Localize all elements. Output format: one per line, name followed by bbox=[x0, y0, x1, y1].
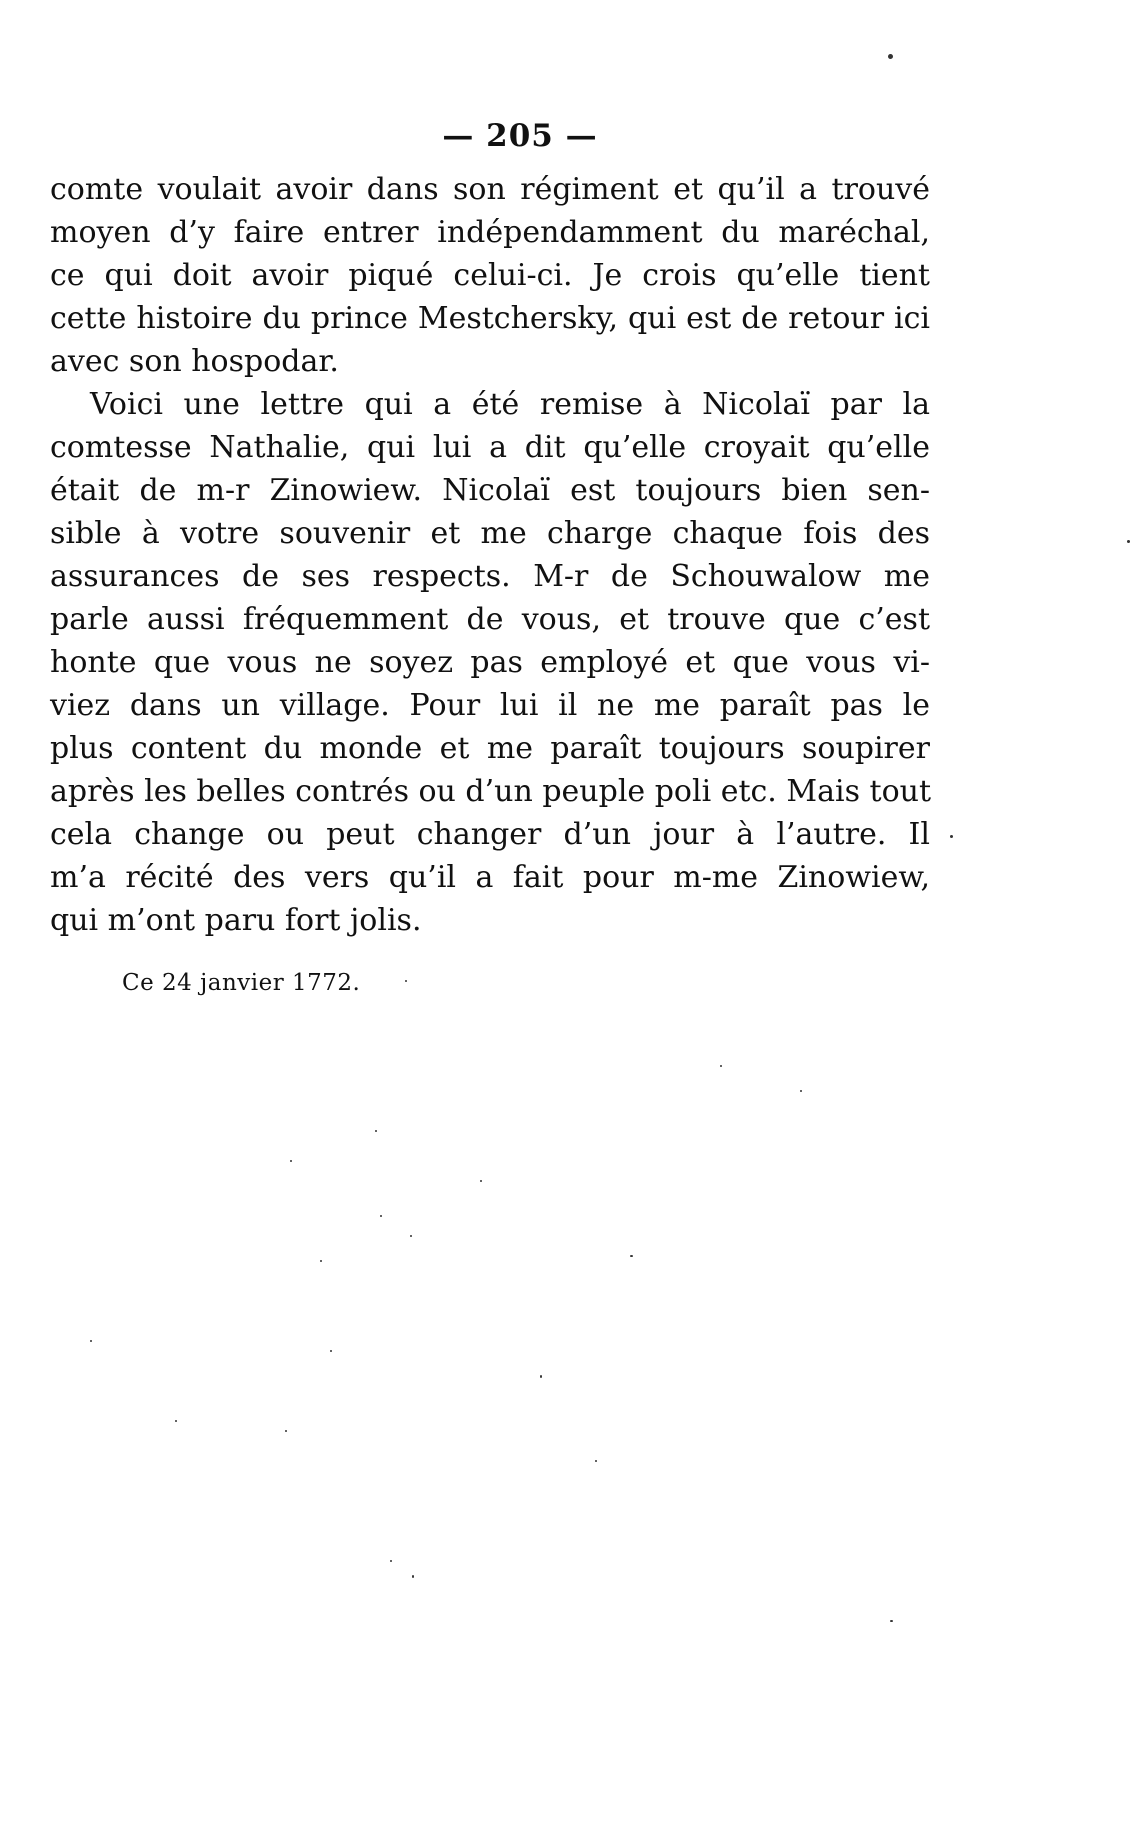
text-line: comte voulait avoir dans son régiment et qu’il a trouvé bbox=[50, 172, 930, 207]
text-line: m’a récité des vers qu’il a fait pour m-me Zinowiew, bbox=[50, 860, 930, 895]
text-line: cette histoire du prince Mestchersky, qui est de retour ici bbox=[50, 301, 930, 336]
text-line: avec son hospodar. bbox=[50, 344, 339, 379]
text-line: Voici une lettre qui a été remise à Nicolaï par la bbox=[90, 387, 930, 422]
text-line: honte que vous ne soyez pas employé et que vous vi- bbox=[50, 645, 930, 680]
text-line: était de m-r Zinowiew. Nicolaï est toujours bien sen- bbox=[50, 473, 930, 508]
letter-body bbox=[50, 168, 930, 942]
text-line: sible à votre souvenir et me charge chaque fois des bbox=[50, 516, 930, 551]
text-line: cela change ou peut changer d’un jour à l’autre. Il bbox=[50, 817, 930, 852]
text-line: après les belles contrés ou d’un peuple poli etc. Mais tout bbox=[50, 774, 932, 809]
text-line: plus content du monde et me paraît toujours soupirer bbox=[50, 731, 930, 766]
page-number: — 205 — bbox=[442, 118, 598, 154]
text-line: ce qui doit avoir piqué celui-ci. Je crois qu’elle tient bbox=[50, 258, 930, 293]
text-line: comtesse Nathalie, qui lui a dit qu’elle croyait qu’elle bbox=[50, 430, 930, 465]
dateline: Ce 24 janvier 1772. bbox=[122, 970, 361, 996]
text-line: viez dans un village. Pour lui il ne me paraît pas le bbox=[50, 688, 930, 723]
text-line: parle aussi fréquemment de vous, et trouve que c’est bbox=[50, 602, 930, 637]
text-line: qui m’ont paru fort jolis. bbox=[50, 903, 422, 938]
text-line: moyen d’y faire entrer indépendamment du maréchal, bbox=[50, 215, 930, 250]
text-line: assurances de ses respects. M-r de Schouwalow me bbox=[50, 559, 930, 594]
